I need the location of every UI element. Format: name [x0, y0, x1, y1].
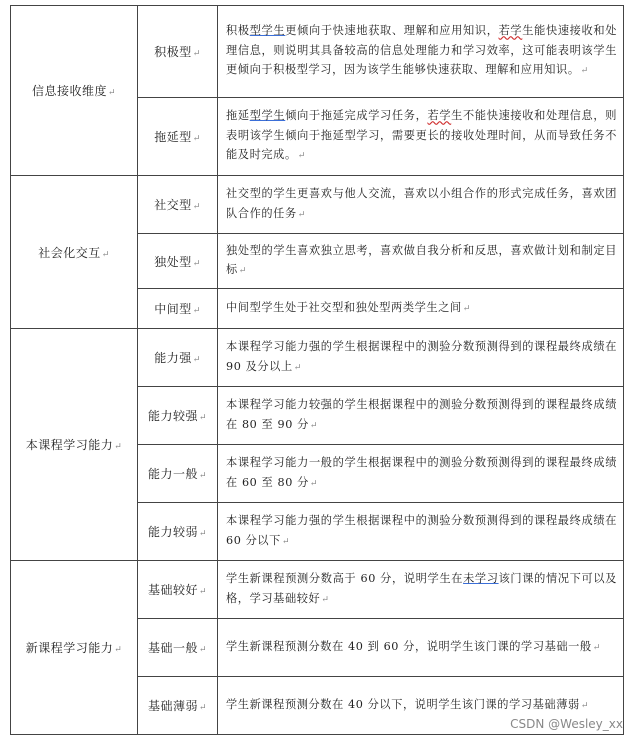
paragraph-mark: ↵: [192, 306, 201, 316]
description-text: 本课程学习能力强的学生根据课程中的测验分数预测得到的课程最终成绩在 60 分以下: [226, 514, 617, 547]
paragraph-mark: ↵: [297, 209, 306, 220]
type-label: 拖延型: [154, 130, 192, 144]
type-label: 能力强: [154, 351, 192, 365]
paragraph-mark: ↵: [198, 471, 208, 481]
table-row: [11, 561, 624, 619]
type-cell: [138, 289, 218, 329]
description-cell: [218, 387, 624, 445]
dimension-cell: [11, 176, 138, 329]
dimension-cell: [11, 329, 138, 561]
type-cell: [138, 445, 218, 503]
description-text: 拖延: [226, 109, 250, 123]
description-text: 该门课的情况下可以及格，学习基础较好: [226, 572, 617, 605]
paragraph-mark: ↵: [297, 151, 306, 162]
paragraph-mark: ↵: [192, 355, 201, 365]
description-cell: [218, 619, 624, 677]
description-text: 中间型学生处于社交型和独处型两类学生之间: [226, 300, 462, 314]
description-text: 独处型的学生喜欢独立思考，喜欢做自我分析和反思，喜欢做计划和制定目标: [226, 243, 617, 276]
type-cell: [138, 387, 218, 445]
paragraph-mark: ↵: [192, 258, 201, 269]
type-cell: [138, 176, 218, 234]
description-text: 社交型的学生更喜欢与他人交流，喜欢以小组合作的形式完成任务，喜欢团队合作的任务: [226, 187, 617, 220]
table-row: [11, 176, 624, 234]
description-text: 生不能快速接收和处理信息，则表明该学生倾向于拖延型学习，需要更长的接收处理时间，从而导致任务不能及时完成。: [226, 109, 618, 162]
paragraph-mark: ↵: [281, 536, 291, 547]
type-label: 能力较强: [147, 409, 198, 423]
table-row: [11, 329, 624, 387]
paragraph-mark: ↵: [198, 413, 208, 423]
description-text: 若学: [498, 24, 523, 38]
description-text: 若学: [427, 109, 452, 123]
description-cell: [218, 176, 624, 234]
type-label: 中间型: [154, 302, 192, 316]
table-row: [11, 6, 624, 98]
paragraph-mark: ↵: [198, 645, 208, 655]
description-text: 本课程学习能力较强的学生根据课程中的测验分数预测得到的课程最终成绩在 80 至 90 分: [226, 398, 617, 431]
paragraph-mark: ↵: [580, 700, 589, 711]
description-text: 学生新课程预测分数在 40 到 60 分，说明学生该门课的学习基础一般: [226, 639, 592, 653]
paragraph-mark: ↵: [198, 703, 208, 713]
paragraph-mark: ↵: [293, 362, 302, 373]
description-text: 生能快速接收和处理信息，则说明其具备较高的信息处理能力和学习效率，这可能表明该学生更倾向于积极型学习，因为该学生能够快速获取、理解和应用知识。: [226, 24, 617, 77]
paragraph-mark: ↵: [592, 642, 601, 653]
learning-style-table: [10, 5, 624, 735]
type-label: 基础薄弱: [147, 699, 198, 713]
paragraph-mark: ↵: [114, 645, 123, 655]
paragraph-mark: ↵: [192, 49, 201, 59]
description-cell: [218, 98, 624, 176]
paragraph-mark: ↵: [309, 420, 319, 431]
dimension-label: 社会化交互: [38, 245, 101, 260]
description-text: 未学习: [463, 572, 499, 585]
description-text: 学生新课程预测分数在 40 分以下，说明学生该门课的学习基础薄弱: [226, 697, 580, 711]
description-text: 型学生: [249, 24, 286, 38]
description-cell: [218, 561, 624, 619]
description-text: 积极: [226, 24, 250, 38]
type-label: 能力较弱: [147, 525, 198, 539]
description-cell: [218, 289, 624, 329]
type-label: 独处型: [154, 254, 192, 269]
paragraph-mark: ↵: [107, 88, 117, 98]
description-cell: [218, 329, 624, 387]
type-cell: [138, 677, 218, 735]
dimension-label: 本课程学习能力: [25, 438, 114, 452]
type-cell: [138, 503, 218, 561]
description-cell: [218, 6, 624, 98]
type-label: 基础较好: [147, 583, 198, 597]
paragraph-mark: ↵: [198, 529, 208, 539]
paragraph-mark: ↵: [321, 594, 330, 605]
description-cell: [218, 445, 624, 503]
description-text: 更倾向于快速地获取、理解和应用知识，: [285, 24, 499, 38]
description-text: 本课程学习能力强的学生根据课程中的测验分数预测得到的课程最终成绩在 90 及分以上: [226, 340, 617, 373]
type-cell: [138, 619, 218, 677]
description-cell: [218, 234, 624, 289]
paragraph-mark: ↵: [198, 587, 208, 597]
watermark: CSDN @Wesley_xx: [510, 717, 623, 731]
dimension-label: 新课程学习能力: [25, 641, 114, 655]
dimension-label: 信息接收维度: [31, 84, 107, 98]
paragraph-mark: ↵: [580, 66, 589, 77]
paragraph-mark: ↵: [192, 202, 201, 212]
type-label: 积极型: [154, 45, 192, 59]
type-cell: [138, 329, 218, 387]
dimension-cell: [11, 561, 138, 735]
description-cell: [218, 503, 624, 561]
description-text: 学生新课程预测分数高于 60 分，说明学生在: [226, 572, 464, 585]
type-label: 能力一般: [147, 467, 198, 481]
paragraph-mark: ↵: [114, 442, 123, 452]
type-cell: [138, 234, 218, 289]
paragraph-mark: ↵: [462, 303, 471, 314]
description-text: 型学生: [249, 109, 286, 123]
dimension-cell: [11, 6, 138, 176]
type-cell: [138, 6, 218, 98]
description-text: 本课程学习能力一般的学生根据课程中的测验分数预测得到的课程最终成绩在 60 至 80 分: [226, 456, 617, 489]
paragraph-mark: ↵: [101, 249, 110, 260]
paragraph-mark: ↵: [309, 478, 319, 489]
description-text: 倾向于拖延完成学习任务，: [285, 109, 428, 123]
paragraph-mark: ↵: [192, 134, 201, 144]
type-label: 社交型: [154, 198, 192, 212]
type-cell: [138, 561, 218, 619]
paragraph-mark: ↵: [238, 266, 247, 276]
type-cell: [138, 98, 218, 176]
type-label: 基础一般: [147, 641, 198, 655]
